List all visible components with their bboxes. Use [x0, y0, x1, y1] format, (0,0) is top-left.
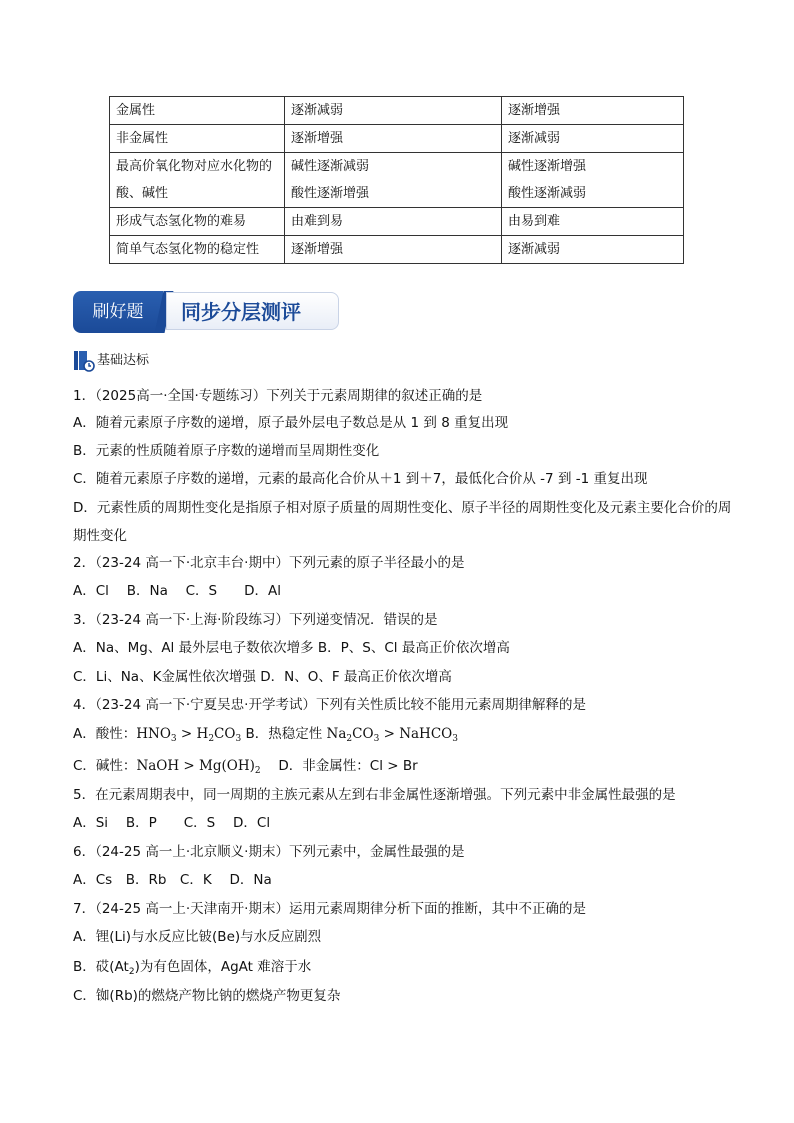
option-text: B．元素的性质随着原子序数的递增而呈周期性变化 [73, 443, 380, 459]
option-text: C．Li、Na、K金属性依次增强 D．N、O、F 最高正价依次增高 [73, 669, 452, 685]
table-row [110, 125, 684, 153]
question-stem: 7．（24-25 高一上·天津南开·期末）运用元素周期律分析下面的推断，其中不正确的是 [73, 901, 586, 917]
option-text: A．Cl B．Na C．S D．Al [73, 583, 282, 599]
table-row [110, 97, 684, 125]
banner-left-label: 刷好题 [73, 291, 163, 333]
option-fragment: B．砹(At [73, 959, 129, 975]
table-cell: 逐渐减弱 [502, 125, 684, 153]
option-fragment: )为有色固体，AgAt 难溶于水 [134, 959, 312, 975]
option-text [73, 752, 733, 780]
table-cell: 简单气态氢化物的稳定性 [110, 236, 285, 264]
table-cell: 逐渐增强 [502, 97, 684, 125]
table-cell: 碱性逐渐增强 酸性逐渐减弱 [502, 153, 684, 208]
option-text: B．砹$(At_2)$为有色固体，AgAt 难溶于水 [73, 959, 312, 977]
question-stem: 6．（24-25 高一上·北京顺义·期末）下列元素中，金属性最强的是 [73, 844, 465, 860]
table-cell: 逐渐增强 [285, 236, 502, 264]
table-cell: 逐渐减弱 [285, 97, 502, 125]
question-stem: 1．（2025高一·全国·专题练习）下列关于元素周期律的叙述正确的是 [73, 388, 483, 404]
section-title: 基础达标 [97, 353, 150, 368]
section-banner [73, 291, 341, 333]
table-cell: 由易到难 [502, 208, 684, 236]
table-cell: 由难到易 [285, 208, 502, 236]
option-text: A．随着元素原子序数的递增，原子最外层电子数总是从 1 到 8 重复出现 [73, 415, 509, 431]
option-text: C．随着元素原子序数的递增，元素的最高化合价从＋1 到＋7，最低化合价从 -7 到 -1 重复出现 [73, 471, 648, 487]
table-cell: 最高价氧化物对应水化物的酸、碱性 [110, 153, 285, 208]
table-cell: 逐渐增强 [285, 125, 502, 153]
formula: $HNO_3 > H_2CO_3$ [136, 726, 242, 744]
table-cell: 逐渐减弱 [502, 236, 684, 264]
table-cell: 非金属性 [110, 125, 285, 153]
option-text: A．Si B．P C．S D．Cl [73, 815, 271, 831]
table-row [110, 153, 684, 208]
book-clock-icon [73, 350, 95, 372]
question-stem: 3．（23-24 高一下·上海·阶段练习）下列递变情况．错误的是 [73, 612, 438, 628]
option-text: A．锂(Li)与水反应比铍(Be)与水反应剧烈 [73, 929, 322, 945]
table-cell: 金属性 [110, 97, 285, 125]
option-label: B．热稳定性 [241, 726, 323, 742]
option-text: A．Na、Mg、Al 最外层电子数依次增多 B．P、S、Cl 最高正价依次增高 [73, 640, 510, 656]
option-text [73, 720, 733, 748]
banner-title: 同步分层测评 [166, 292, 339, 330]
question-stem: 2．（23-24 高一下·北京丰台·期中）下列元素的原子半径最小的是 [73, 555, 465, 571]
option-label: A．酸性： [73, 726, 137, 742]
option-label: D．非金属性：Cl > Br [260, 758, 418, 774]
option-text: A．Cs B．Rb C．K D．Na [73, 872, 272, 888]
table-cell: 碱性逐渐减弱 酸性逐渐增强 [285, 153, 502, 208]
table-row [110, 236, 684, 264]
formula: NaOH > $Mg(OH)_2$ [136, 758, 261, 776]
formula: $Na_2CO_3$ > NaHCO$_3$ [326, 726, 458, 744]
table-row [110, 208, 684, 236]
option-text: C．铷(Rb)的燃烧产物比钠的燃烧产物更复杂 [73, 988, 341, 1004]
option-label: C．碱性： [73, 758, 137, 774]
option-text: D．元素性质的周期性变化是指原子相对原子质量的周期性变化、原子半径的周期性变化及元素主要化合价的周期性变化 [73, 500, 732, 544]
table-cell: 形成气态氢化物的难易 [110, 208, 285, 236]
question-stem: 4．（23-24 高一下·宁夏吴忠·开学考试）下列有关性质比较不能用元素周期律解释的是 [73, 697, 586, 713]
question-stem: 5．在元素周期表中，同一周期的主族元素从左到右非金属性逐渐增强。下列元素中非金属性最强的是 [73, 787, 676, 803]
periodic-trend-table [109, 96, 684, 264]
